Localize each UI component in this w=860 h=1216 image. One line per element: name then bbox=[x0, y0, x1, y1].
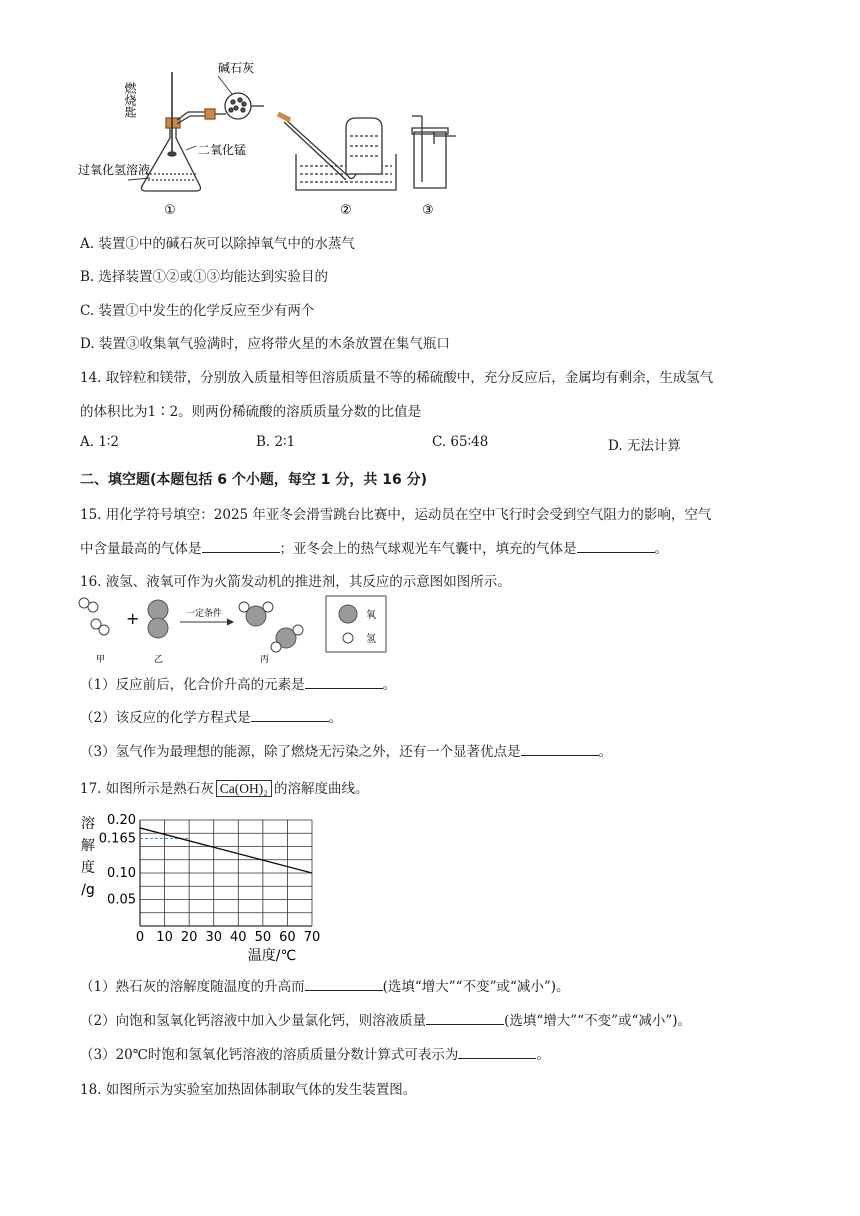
q16-blank-1[interactable] bbox=[305, 676, 383, 689]
q17-part3 bbox=[80, 1043, 550, 1063]
q17-p1-end: (选填“增大”“不变”或“减小”)。 bbox=[382, 979, 570, 995]
reaction-diagram bbox=[76, 594, 416, 666]
q17-p2-text: （2）向饱和氢氧化钙溶液中加入少量氯化钙，则溶液质量 bbox=[80, 1013, 427, 1029]
section-2-heading: 二、填空题(本题包括 6 个小题，每空 1 分，共 16 分) bbox=[80, 472, 428, 488]
label-mno2: 二氧化锰 bbox=[198, 143, 247, 157]
label-h2o2: 过氧化氢溶液 bbox=[78, 163, 151, 177]
q15-blank-1[interactable] bbox=[202, 540, 280, 553]
q17-blank-3[interactable] bbox=[458, 1046, 536, 1059]
q18-intro: 18. 如图所示为实验室加热固体制取气体的发生装置图。 bbox=[80, 1082, 417, 1098]
legend-hydrogen: 氢 bbox=[366, 634, 376, 645]
q16-blank-2[interactable] bbox=[251, 709, 329, 722]
y-tick-label: 0.10 bbox=[107, 866, 136, 881]
q15-blank-2[interactable] bbox=[577, 540, 655, 553]
x-tick-label: 20 bbox=[180, 930, 198, 945]
q16-blank-3[interactable] bbox=[521, 743, 599, 756]
q14-option-a: A. 1∶2 bbox=[80, 434, 120, 450]
q15-text-a: 中含量最高的气体是 bbox=[80, 541, 202, 557]
q16-p3-text: （3）氢气作为最理想的能源，除了燃烧无污染之外，还有一个显著优点是 bbox=[80, 744, 521, 760]
y-axis-label-part: 解 bbox=[81, 838, 95, 854]
q17-part2 bbox=[80, 1009, 691, 1029]
q16-part3 bbox=[80, 740, 612, 760]
q17-p2-end: (选填“增大”“不变”或“减小”)。 bbox=[504, 1013, 692, 1029]
label-soda-lime: 碱石灰 bbox=[218, 62, 255, 75]
label-device-1: ① bbox=[164, 203, 176, 218]
x-axis-label: 温度/℃ bbox=[247, 948, 297, 964]
q14-option-d: D. 无法计算 bbox=[608, 438, 681, 454]
y-tick-label: 0.05 bbox=[107, 892, 136, 908]
label-jia: 甲 bbox=[96, 655, 106, 665]
q14-option-b: B. 2∶1 bbox=[256, 434, 296, 450]
x-tick-label: 50 bbox=[254, 930, 272, 945]
q16-p1-text: （1）反应前后，化合价升高的元素是 bbox=[80, 677, 305, 693]
y-axis-label-part: 度 bbox=[81, 860, 95, 876]
q15-text-c: 。 bbox=[654, 541, 668, 557]
q14-stem-line1: 14. 取锌粒和镁带，分别放入质量相等但溶质质量不等的稀硫酸中，充分反应后，金属均有剩余，生成氢气 bbox=[80, 370, 714, 386]
label-burning-stick: 燃烧匙 bbox=[123, 82, 137, 118]
x-tick-label: 40 bbox=[230, 930, 247, 945]
label-device-3: ③ bbox=[422, 203, 434, 218]
q15-text-b: ；亚冬会上的热气球观光车气囊中，填充的气体是 bbox=[279, 541, 577, 557]
y-axis-label-part: 溶 bbox=[81, 816, 95, 832]
formula-bracket: Ca(OH)₂ bbox=[216, 780, 272, 797]
label-device-2: ② bbox=[340, 203, 352, 218]
q16-part1 bbox=[80, 673, 396, 693]
q16-p2-end: 。 bbox=[328, 710, 343, 726]
q17-p1-text: （1）熟石灰的溶解度随温度的升高而 bbox=[80, 979, 305, 995]
q13-option-c: C. 装置①中发生的化学反应至少有两个 bbox=[80, 303, 315, 319]
x-tick-label: 30 bbox=[205, 930, 222, 945]
device-3-gas-jar bbox=[412, 116, 456, 188]
q16-intro: 16. 液氢、液氧可作为火箭发动机的推进剂，其反应的示意图如图所示。 bbox=[80, 574, 511, 590]
y-tick-label: 0.20 bbox=[107, 813, 136, 828]
q13-option-d: D. 装置③收集氧气验满时，应将带火星的木条放置在集气瓶口 bbox=[80, 336, 450, 352]
y-axis-label-part: /g bbox=[81, 882, 95, 898]
label-yi: 乙 bbox=[154, 655, 164, 665]
q15-stem-line1: 15. 用化学符号填空：2025 年亚冬会滑雪跳台比赛中，运动员在空中飞行时会受到空气阻力的影响，空气 bbox=[80, 507, 712, 523]
q16-p3-end: 。 bbox=[598, 744, 613, 760]
q16-p1-end: 。 bbox=[382, 677, 397, 693]
q14-stem-line2: 的体积比为1∶2。则两份稀硫酸的溶质质量分数的比值是 bbox=[80, 404, 422, 420]
solubility-chart bbox=[76, 810, 336, 970]
q17-intro-a: 17. 如图所示是熟石灰 bbox=[80, 781, 214, 797]
q17-part1 bbox=[80, 975, 570, 995]
q17-blank-1[interactable] bbox=[305, 978, 383, 991]
q17-intro bbox=[80, 777, 368, 797]
solubility-curve bbox=[140, 828, 312, 873]
q16-part2 bbox=[80, 706, 342, 726]
q13-option-b: B. 选择装置①②或①③均能达到实验目的 bbox=[80, 269, 329, 285]
x-tick-label: 60 bbox=[279, 930, 296, 945]
reaction-condition: 一定条件 bbox=[186, 609, 223, 619]
q17-intro-b: 的溶解度曲线。 bbox=[273, 781, 369, 797]
q17-blank-2[interactable] bbox=[426, 1012, 504, 1025]
q16-p2-text: （2）该反应的化学方程式是 bbox=[80, 710, 251, 726]
q14-option-c: C. 65∶48 bbox=[432, 434, 489, 450]
apparatus-figure bbox=[78, 62, 468, 222]
x-tick-label: 10 bbox=[156, 930, 173, 945]
q15-stem-line2 bbox=[80, 537, 668, 557]
plus-sign: + bbox=[126, 609, 140, 628]
x-tick-label: 70 bbox=[303, 930, 321, 945]
legend-oxygen: 氧 bbox=[366, 610, 376, 621]
device-2-trough bbox=[278, 114, 396, 190]
q17-p3-end: 。 bbox=[536, 1047, 550, 1063]
label-bing: 丙 bbox=[260, 655, 270, 665]
q17-p3-text: （3）20℃时饱和氢氧化钙溶液的溶质质量分数计算式可表示为 bbox=[80, 1047, 459, 1063]
x-tick-label: 0 bbox=[135, 930, 145, 945]
y-tick-label: 0.165 bbox=[98, 831, 136, 847]
q13-option-a: A. 装置①中的碱石灰可以除掉氧气中的水蒸气 bbox=[80, 236, 355, 252]
